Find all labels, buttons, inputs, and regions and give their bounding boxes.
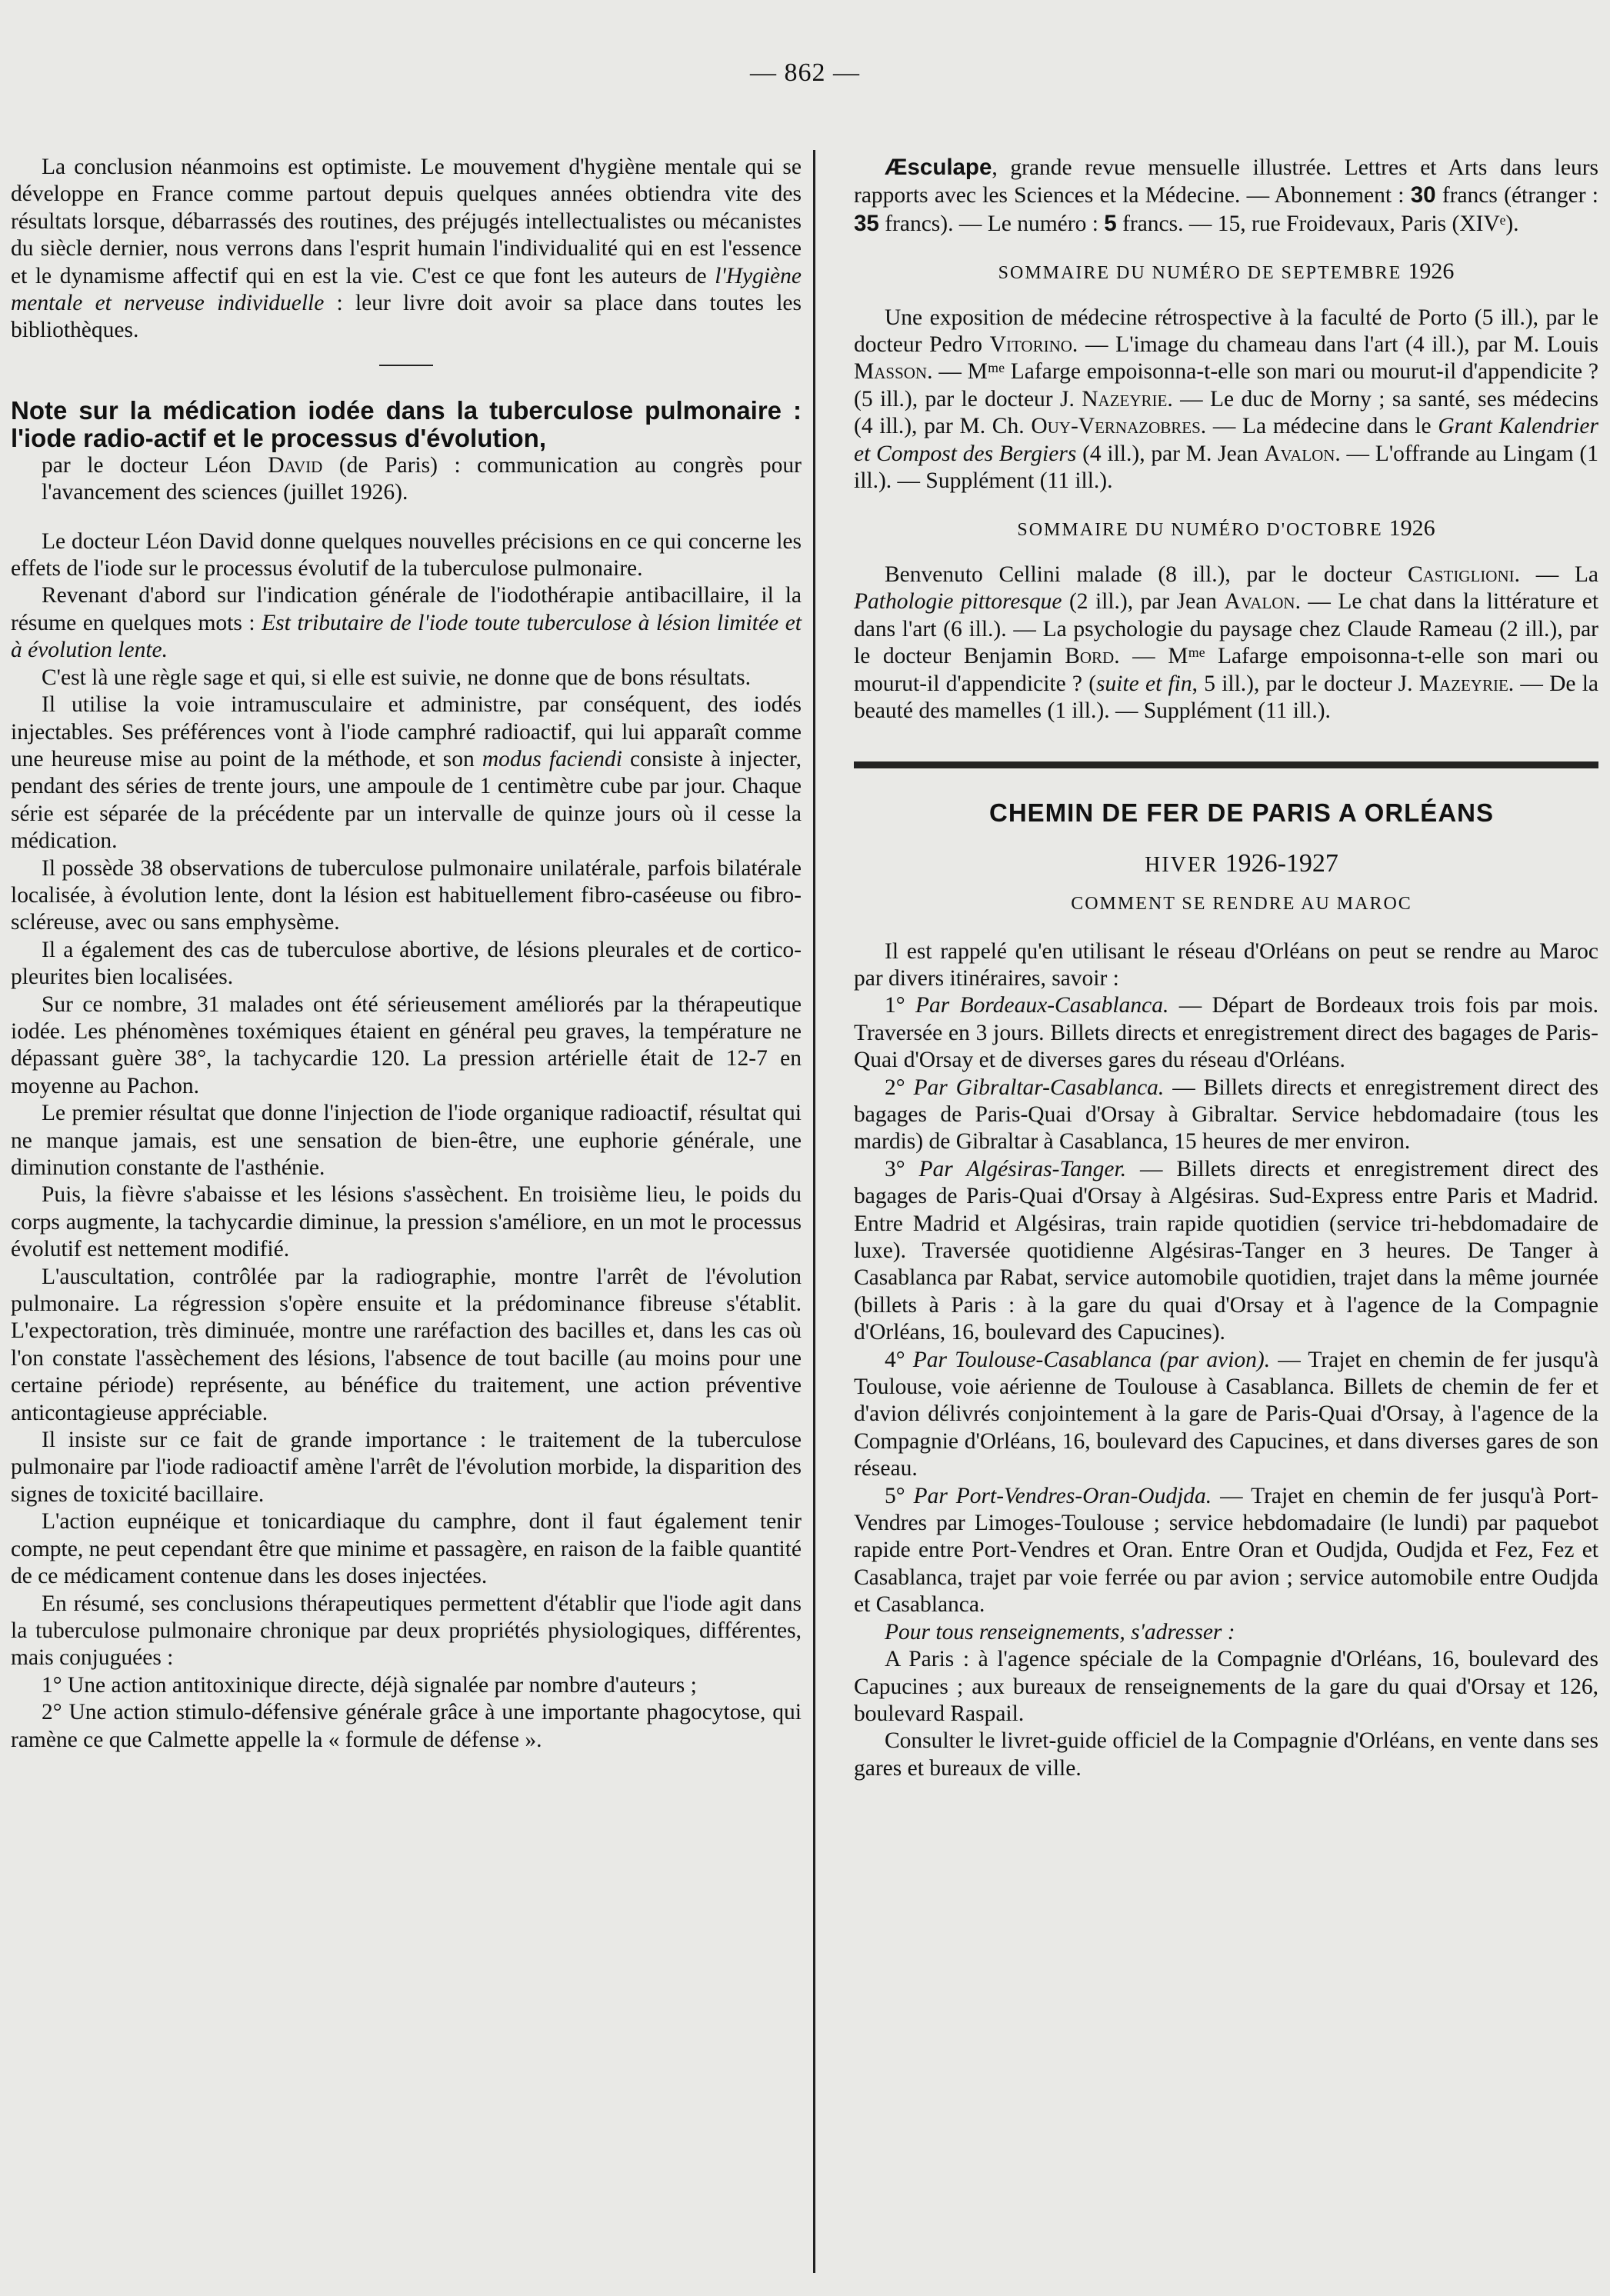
paragraph: C'est là une règle sage et qui, si elle est suivie, ne donne que de bons résultats. bbox=[42, 665, 752, 690]
conclusion-paragraph: La conclusion néanmoins est optimiste. Le mouvement d'hygiène mentale qui se développe en France comme partout depuis quelques années obtiendra vite des résultats lorsque, débarrassés des routines, des préjugés intellectualistes ou mécanistes du siècle dernier, nous verrons dans l'esprit humain l'individualité qui en est l'essence et le dynamisme affectif qui en est la vie. C'est ce que font les auteurs de l'Hygiène mentale et nerveuse individuelle : leur livre doit avoir sa place dans toutes les bibliothèques. bbox=[11, 155, 802, 343]
paragraph: En résumé, ses conclusions thérapeutiques permettent d'établir que l'iode agit dans la tuberculose pulmonaire chronique par deux propriétés physiologiques, différentes, mais conjuguées : bbox=[11, 1591, 802, 1671]
paragraph: Puis, la fièvre s'abaisse et les lésions s'assèchent. En troisième lieu, le poids du corps augmente, la tachycardie diminue, la pression s'améliore, en un mot le processus évolutif est nettement modifié. bbox=[11, 1182, 802, 1262]
paragraph: Il insiste sur ce fait de grande importance : le traitement de la tuberculose pulmonaire par l'iode radioactif amène l'arrêt de l'évolution morbide, la disparition des signes de toxicité bacillaire. bbox=[11, 1428, 802, 1507]
route-item: 3° Par Algésiras-Tanger. — Billets directs et enregistrement direct des bagages de Paris-Quai d'Orsay à Algésiras. Sud-Express entre Paris et Madrid. Entre Madrid et Algésiras, train rapide quotidien (service tri-hebdomadaire de luxe). Traversée quotidienne Algésiras-Tanger en 3 heures. De Tanger à Casablanca par Rabat, service automobile quotidien, trajet dans la même journée (billets à Paris : à la gare du quai d'Orsay et à l'agence de la Compagnie d'Orléans, 16, boulevard des Capucines). bbox=[854, 1156, 1598, 1345]
paragraph: 2° Une action stimulo-défensive générale grâce à une importante phagocytose, qui ramène ce que Calmette appelle la « formule de défense ». bbox=[11, 1700, 802, 1752]
page-number: — 862 — bbox=[750, 58, 860, 87]
paragraph: Il possède 38 observations de tuberculose pulmonaire unilatérale, parfois bilatérale localisée, à évolution lente, dont la lésion est habituellement fibro-caséeuse ou fibro-scléreuse, avec ou sans emphysème. bbox=[11, 855, 802, 935]
route-item: 2° Par Gibraltar-Casablanca. — Billets directs et enregistrement direct des bagages de Paris-Quai d'Orsay à Gibraltar. Service hebdomadaire (tous les mardis) de Gibraltar à Casablanca, 15 heures de mer environ. bbox=[854, 1075, 1598, 1155]
route-item: 4° Par Toulouse-Casablanca (par avion). — Trajet en chemin de fer jusqu'à Toulouse, voie aérienne de Toulouse à Casablanca. Billets de chemin de fer et d'avion délivrés conjointement à la gare de Paris-Quai d'Orsay, à l'agence de la Compagnie d'Orléans, 16, boulevard des Capucines, et dans diverses gares de son réseau. bbox=[854, 1347, 1598, 1481]
route-item: 1° Par Bordeaux-Casablanca. — Départ de Bordeaux trois fois par mois. Traversée en 3 jours. Billets directs et enregistrement direct des bagages de Paris-Quai d'Orsay et de diverses gares du réseau d'Orléans. bbox=[854, 993, 1598, 1073]
september-summary: Une exposition de médecine rétrospective à la faculté de Porto (5 ill.), par le docteur Pedro Vitorino. — L'image du chameau dans l'art (4 ill.), par M. Louis Masson. — Mᵐᵉ Lafarge empoisonna-t-elle son mari ou mourut-il d'appendicite ? (5 ill.), par le docteur J. Nazeyrie. — Le duc de Morny ; sa santé, ses médecins (4 ill.), par M. Ch. Ouy-Vernazobres. — La médecine dans le Grant Kalendrier et Compost des Bergiers (4 ill.), par M. Jean Avalon. — L'offrande au Lingam (1 ill.). — Supplément (11 ill.). bbox=[854, 305, 1599, 494]
railway-season: HIVER 1926-1927 bbox=[1145, 848, 1338, 878]
october-summary: Benvenuto Cellini malade (8 ill.), par le docteur Castiglioni. — La Pathologie pittoresque (2 ill.), par Jean Avalon. — Le chat dans la littérature et dans l'art (6 ill.). — La psychologie du paysage chez Claude Rameau (2 ill.), par le docteur Benjamin Bord. — Mᵐᵉ Lafarge empoisonna-t-elle son mari ou mourut-il d'appendicite ? (suite et fin, 5 ill.), par le docteur J. Mazeyrie. — De la beauté des mamelles (1 ill.). — Supplément (11 ill.). bbox=[854, 562, 1599, 723]
paragraph: 1° Une action antitoxinique directe, déjà signalée par nombre d'auteurs ; bbox=[42, 1672, 697, 1698]
column-divider bbox=[813, 150, 815, 2273]
september-summary-heading: SOMMAIRE DU NUMÉRO DE SEPTEMBRE 1926 bbox=[998, 258, 1455, 285]
paragraph: L'action eupnéique et tonicardiaque du camphre, dont il faut également tenir compte, ne peut cependant être que minime et passagère, en raison de la faible quantité de ce médicament contenue dans les doses injectées. bbox=[11, 1509, 802, 1589]
guide-note: Consulter le livret-guide officiel de la Compagnie d'Orléans, en vente dans ses gares et bureaux de ville. bbox=[854, 1728, 1598, 1781]
aesculape-notice: Æsculape, grande revue mensuelle illustrée. Lettres et Arts dans leurs rapports avec les Sciences et la Médecine. — Abonnement : 30 francs (étranger : 35 francs). — Le numéro : 5 francs. — 15, rue Froidevaux, Paris (XIVᵉ). bbox=[854, 155, 1598, 236]
section-rule bbox=[854, 761, 1598, 768]
paris-address: A Paris : à l'agence spéciale de la Compagnie d'Orléans, 16, boulevard des Capucines ; aux bureaux de renseignements de la gare du quai d'Orsay et 126, boulevard Raspail. bbox=[854, 1647, 1598, 1726]
paragraph: Il utilise la voie intramusculaire et administre, par conséquent, des iodés injectables. Ses préférences vont à l'iode camphré radioactif, qui lui apparaît comme une heureuse mise au point de la méthode, et son modus faciendi consiste à injecter, pendant des séries de trente jours, une ampoule de 1 centimètre cube par jour. Chaque série est séparée de la précédente par un intervalle de quinze jours où il cesse la médication. bbox=[11, 692, 802, 854]
paragraph: Le docteur Léon David donne quelques nouvelles précisions en ce qui concerne les effets de l'iode sur le processus évolutif de la tuberculose pulmonaire. bbox=[11, 528, 802, 581]
right-column bbox=[854, 154, 1598, 1782]
article-title: Note sur la médication iodée dans la tuberculose pulmonaire : l'iode radio-actif et le processus d'évolution, bbox=[11, 395, 802, 452]
paragraph: Revenant d'abord sur l'indication générale de l'iodothérapie antibacillaire, il la résume en quelques mots : Est tributaire de l'iode toute tuberculose à lésion limitée et à évolution lente. bbox=[11, 583, 802, 663]
railway-title: CHEMIN DE FER DE PARIS A ORLÉANS bbox=[989, 798, 1494, 828]
paragraph: L'auscultation, contrôlée par la radiographie, montre l'arrêt de l'évolution pulmonaire. La régression s'opère ensuite et la prédominance fibreuse s'établit. L'expectoration, très diminuée, montre une raréfaction des bacilles et, dans les cas où l'on constate l'assèchement des lésions, l'absence de tout bacille (au moins pour une certaine période) représente, au bénéfice du traitement, une action préventive anticontagieuse appréciable. bbox=[11, 1264, 802, 1425]
section-separator bbox=[379, 365, 433, 366]
paragraph: Le premier résultat que donne l'injection de l'iode organique radioactif, résultat qui ne manque jamais, est une sensation de bien-être, une euphorie générale, une diminution constante de l'asthénie. bbox=[11, 1101, 802, 1180]
railway-intro: Il est rappelé qu'en utilisant le réseau d'Orléans on peut se rendre au Maroc par divers itinéraires, savoir : bbox=[854, 938, 1598, 991]
october-summary-heading: SOMMAIRE DU NUMÉRO D'OCTOBRE 1926 bbox=[1017, 515, 1435, 542]
paragraph: Sur ce nombre, 31 malades ont été sérieusement améliorés par la thérapeutique iodée. Les phénomènes toxémiques étaient en général peu graves, la température ne dépassant guère 38°, la tachycardie 120. La pression artérielle était de 12-7 en moyenne au Pachon. bbox=[11, 991, 802, 1098]
info-heading: Pour tous renseignements, s'adresser : bbox=[885, 1619, 1235, 1645]
article-byline: par le docteur Léon David (de Paris) : communication au congrès pour l'avancement des sciences (juillet 1926). bbox=[42, 452, 802, 505]
left-column bbox=[11, 154, 802, 1754]
railway-subtitle: COMMENT SE RENDRE AU MAROC bbox=[1071, 894, 1412, 915]
paragraph: Il a également des cas de tuberculose abortive, de lésions pleurales et de cortico-pleurites bien localisées. bbox=[11, 937, 802, 990]
route-item: 5° Par Port-Vendres-Oran-Oudjda. — Trajet en chemin de fer jusqu'à Port-Vendres par Limoges-Toulouse ; service hebdomadaire (le lundi) par paquebot rapide entre Port-Vendres et Oran. Entre Oran et Oudjda, Oudjda et Fez, Fez et Casablanca, trajet par voie ferrée ou par avion ; service automobile entre Oudjda et Casablanca. bbox=[854, 1483, 1598, 1618]
